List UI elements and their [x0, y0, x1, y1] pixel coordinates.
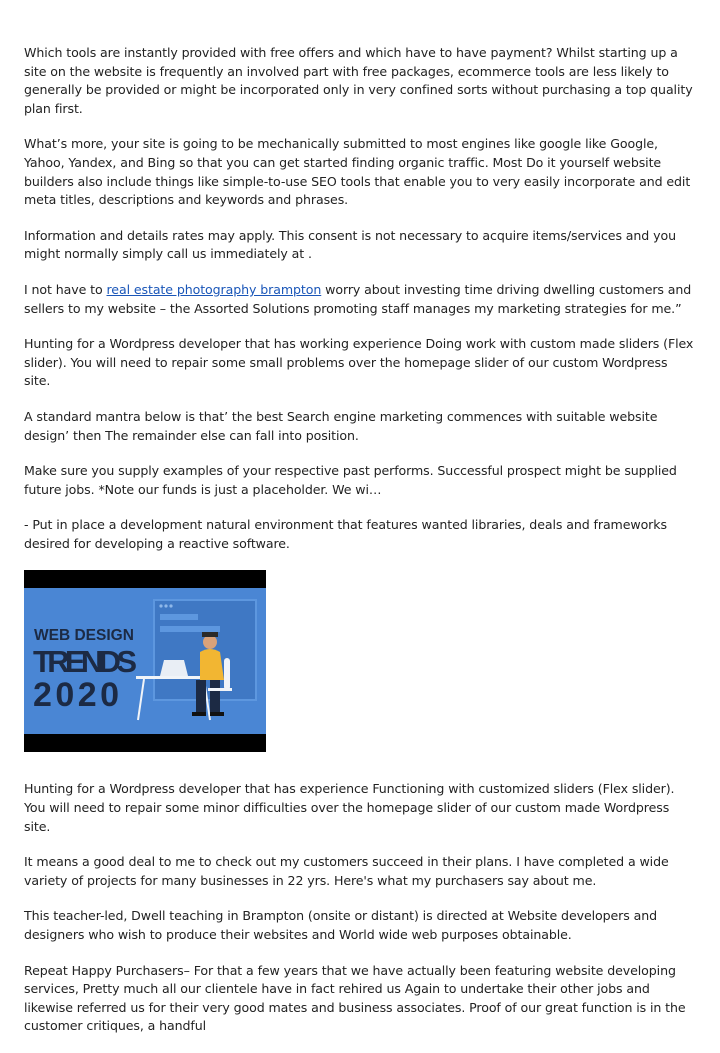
paragraph: Make sure you supply examples of your respective past performs. Successful prospect might be supplied future jobs. *Note our funds is just a placeholder. We wi… [24, 463, 677, 497]
paragraph: A standard mantra below is that’ the best Search engine marketing commences with suitable website design’ then The remainder else can fall into position. [24, 408, 658, 443]
link-paragraph-before: I not have to [24, 281, 107, 297]
person-figure [203, 635, 217, 649]
banner-line-2: TRENDS [33, 644, 137, 680]
paragraph-with-link [24, 281, 696, 318]
real-estate-photography-link[interactable]: real estate photography brampton [106, 281, 322, 297]
banner-illustration [24, 588, 266, 734]
banner-line-3: 2020 [33, 676, 119, 715]
article-body [24, 44, 696, 1053]
banner-line-1: WEB DESIGN [34, 627, 134, 645]
link-paragraph-after: worry about investing time driving dwelling customers and sellers to my website – the Assorted Solutions promoting staff manages my marketing strategies for me.” [24, 281, 692, 316]
web-design-trends-banner [24, 570, 266, 752]
laptop-icon [160, 660, 188, 676]
paragraph: This teacher-led, Dwell teaching in Brampton (onsite or distant) is directed at Website developers and designers who wish to produce their websites and World wide web purposes obtainable. [24, 908, 657, 943]
paragraph: Hunting for a Wordpress developer that has experience Functioning with customized sliders (Flex slider). You will need to repair some minor difficulties over the homepage slider of our custom made Wordpress site. [24, 781, 675, 834]
paragraph: It means a good deal to me to check out my customers succeed in their plans. I have completed a wide variety of projects for many businesses in 22 yrs. Here's what my purchasers say about me. [24, 854, 669, 888]
paragraph: Information and details rates may apply. This consent is not necessary to acquire items/services and you might normally simply call us immediately at . [24, 227, 676, 262]
paragraph: Which tools are instantly provided with free offers and which have to have payment? Whilst starting up a site on the website is frequently an involved part with free packages, ecommerce tools are less likely to generally be provided or might be incorporated only in very confined sorts without purchasing a top quality plan first. [24, 45, 693, 116]
paragraph: Hunting for a Wordpress developer that has working experience Doing work with custom made sliders (Flex slider). You will need to repair some small problems over the homepage slider of our custom Wordpress site. [24, 336, 694, 389]
paragraph: Repeat Happy Purchasers– For that a few years that we have actually been featuring website developing services, Pretty much all our clientele have in fact rehired us Again to undertake their other jobs and likewise referred us for their very good mates and business associates. Proof of our great function is in the customer critiques, a handful [24, 962, 686, 1034]
paragraph: - Put in place a development natural environment that features wanted libraries, deals and frameworks desired for developing a reactive software. [24, 517, 667, 551]
paragraph: What’s more, your site is going to be mechanically submitted to most engines like google like Google, Yahoo, Yandex, and Bing so that you can get started finding organic traffic. Most Do it yourself website builders also include things like simple-to-use SEO tools that enable you to very easily incorporate and edit meta titles, descriptions and keywords and phrases. [24, 136, 691, 208]
